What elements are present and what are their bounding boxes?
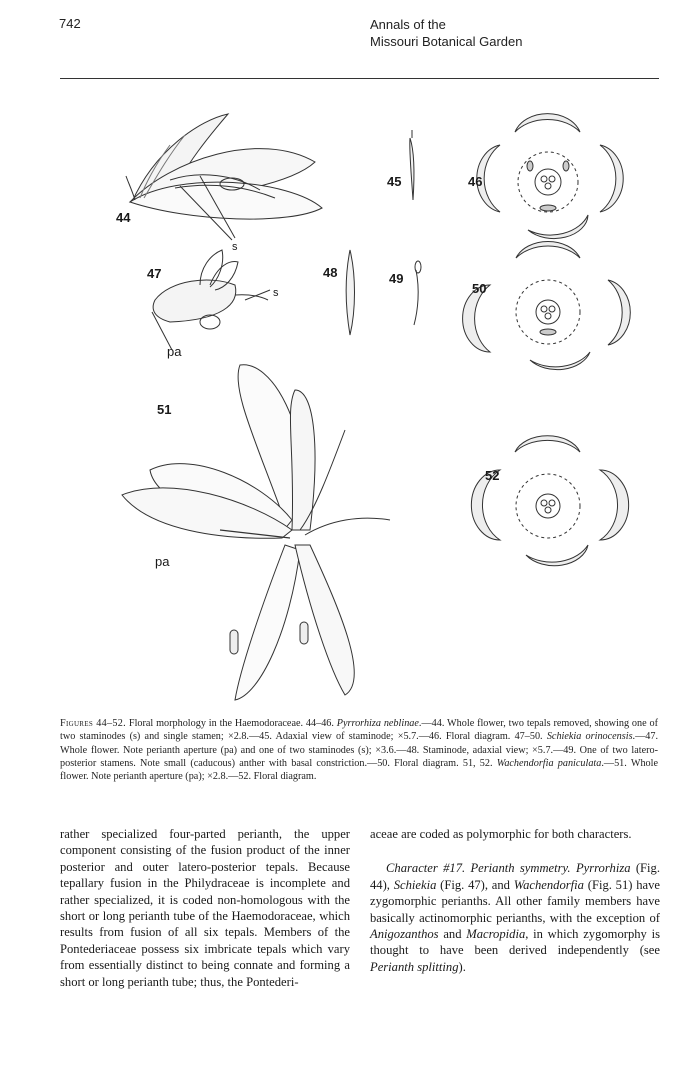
genus-wachendorfia: Wachendorfia <box>513 877 584 892</box>
fig-label-45: 45 <box>387 174 402 189</box>
fig-label-46: 46 <box>468 174 483 189</box>
left-paragraph: rather specialized four-parted perianth, the upper component consisting of the fusion product of the inner posterior and outer latero-posterior tepals. Because tepallary fusion in the Philydraceae is incomplete and rather specialized, it is coded non-homologous with the short or long perianth tube of the Haemodoraceae, which results from fusion of all six tepals. Members of the Pontederiaceae possess six imbricate tepals which vary from essentially distinct to being connate and forming a short or long perianth tube; thus, the Pontederi- <box>60 827 350 989</box>
genus-macropidia: Macropidia <box>466 927 526 942</box>
fig-label-48: 48 <box>323 265 338 280</box>
annotation-s-fig44: s <box>232 241 238 253</box>
figure-caption <box>60 717 658 783</box>
body-column-left <box>60 826 350 990</box>
caption-text-3: .—47. Whole flower. Note perianth aperture (pa) and one of two staminodes (s); ×3.6.—48. Staminode, adaxial view; ×5.7.—49. One of two latero-posterior stamens. Note small (caducous) anther with basal constriction.—50. Floral diagram. 51, 52. <box>60 731 659 769</box>
page-number: 742 <box>59 16 81 31</box>
ref-fig-47: (Fig. 47), and <box>436 877 514 892</box>
fig-label-52: 52 <box>485 468 500 483</box>
fig44-flower-drawing <box>126 114 322 240</box>
right-text-2: , in which zygomorphy is thought to have been derived independently (see <box>370 927 660 958</box>
journal-title-line2: Missouri Botanical Garden <box>370 34 523 49</box>
right-text-and: and <box>438 927 467 942</box>
annotation-s-fig47: s <box>273 287 279 299</box>
figure-plate <box>60 90 660 710</box>
caption-text-4: .—51. Whole flower. Note perianth aperture (pa); ×2.8.—52. Floral diagram. <box>60 757 659 783</box>
caption-text-2: .—44. Whole flower, two tepals removed, showing one of two staminodes (s) and single stamen; ×2.8.—45. Adaxial view of staminode; ×5.7.—46. Floral diagram. 47–50. <box>60 718 658 743</box>
right-paragraph-1: aceae are coded as polymorphic for both characters. <box>370 827 632 841</box>
fig-label-47: 47 <box>147 266 162 281</box>
fig-label-44: 44 <box>116 210 131 225</box>
journal-title-line1: Annals of the <box>370 17 446 32</box>
fig47-flower-drawing <box>152 250 270 350</box>
genus-anigozanthos: Anigozanthos <box>370 927 439 942</box>
annotation-pa-fig51: pa <box>155 554 170 569</box>
journal-title <box>370 16 522 50</box>
fig50-floral-diagram <box>463 241 631 369</box>
genus-schiekia: Schiekia <box>393 877 437 892</box>
annotation-pa-fig47: pa <box>167 344 182 359</box>
caption-species-2: Schiekia orinocensis <box>546 731 633 743</box>
fig48-staminode-drawing <box>346 250 354 335</box>
fig52-floral-diagram <box>471 436 628 566</box>
genus-pyrrorhiza: Pyrrorhiza <box>575 861 631 876</box>
character-heading: Character #17. Perianth symmetry. <box>386 861 571 876</box>
right-text-end: ). <box>458 959 466 974</box>
ref-fig-44: (Fig. 44), <box>370 861 661 892</box>
fig45-staminode-drawing <box>410 130 414 200</box>
fig49-stamen-drawing <box>414 261 421 325</box>
body-column-right <box>370 826 660 975</box>
right-paragraph-2 <box>370 860 660 975</box>
cross-reference: Perianth splitting <box>370 959 459 974</box>
figure-drawings <box>60 90 660 710</box>
caption-text-1: Floral morphology in the Haemodoraceae. 44–46. <box>126 718 337 729</box>
header-rule <box>60 78 659 79</box>
right-text-1: (Fig. 51) have zygomorphic perianths. All other family members have basically actinomorphic perianths, with the exception of <box>370 877 660 925</box>
fig-label-49: 49 <box>389 271 404 286</box>
fig-label-50: 50 <box>472 281 487 296</box>
fig46-floral-diagram <box>477 114 623 239</box>
fig-label-51: 51 <box>157 402 172 417</box>
caption-lead: Figures 44–52. <box>60 718 127 729</box>
caption-species-1: Pyrrorhiza neblinae <box>336 718 419 729</box>
caption-species-3: Wachendorfia paniculata <box>496 757 602 769</box>
